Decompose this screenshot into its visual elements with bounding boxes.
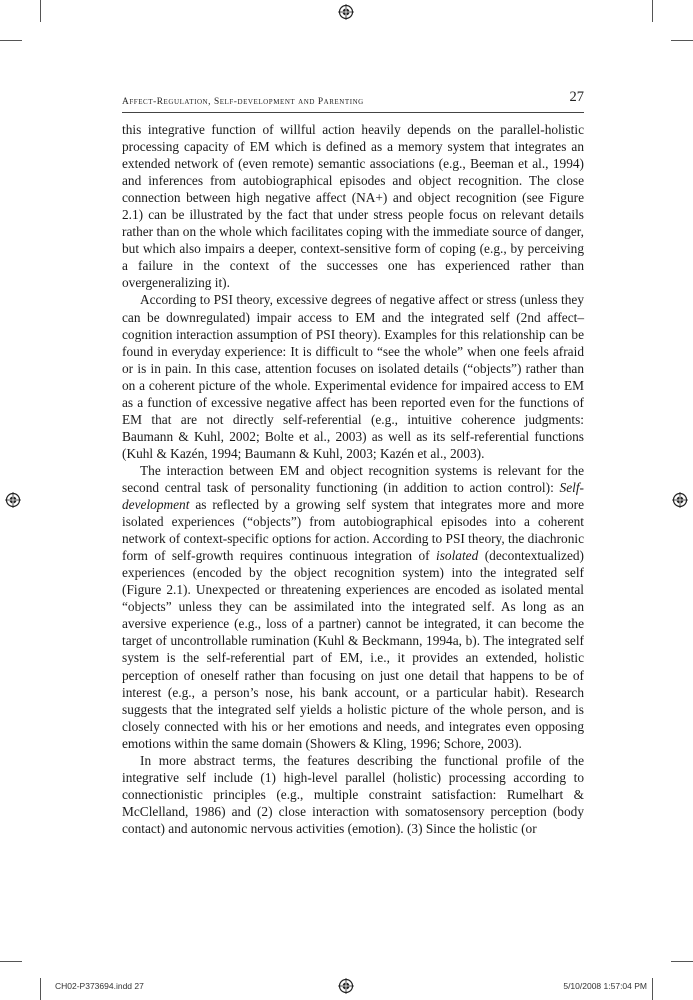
crop-mark [40, 978, 41, 1000]
crop-mark [40, 0, 41, 22]
text-run: The interaction between EM and object recognition systems is relevant for the second central task of personality functioning (in addition to action control): [122, 462, 584, 495]
running-head [122, 89, 584, 113]
crop-mark [0, 40, 22, 41]
text-run: In more abstract terms, the features describing the functional profile of the integrative self include (1) high-level parallel (holistic) processing according to connectionistic principles (e.g., multiple constraint satisfaction: Rumelhart & McClelland, 1986) and (2) close interaction with somatosensory perception (body contact) and autonomic nervous activities (emotion). (3) Since the holistic (or [122, 752, 584, 836]
slug-file-name: CH02-P373694.indd 27 [55, 981, 144, 991]
text-run: this integrative function of willful action heavily depends on the parallel-holistic processing capacity of EM which is defined as a memory system that integrates an extended network of (even remote) semantic associations (e.g., Beeman et al., 1994) and inferences from autobiographical episodes and object recognition. The close connection between high negative affect (NA+) and object recognition (see Figure 2.1) can be illustrated by the fact that under stress people focus on relevant details rather than on the whole which facilitates coping with the immediate source of danger, but which also impairs a deeper, context-sensitive form of coping (e.g., by perceiving a failure in the context of the successes one has experienced rather than overgeneralizing it). [122, 122, 584, 291]
paragraph [122, 752, 584, 837]
paragraph [122, 121, 584, 291]
page-number: 27 [569, 89, 584, 105]
paragraph [122, 462, 584, 752]
italic-text: isolated [436, 548, 479, 564]
crop-mark [652, 978, 653, 1000]
crop-mark [671, 961, 693, 962]
registration-mark-icon [338, 4, 354, 20]
crop-mark [0, 961, 22, 962]
crop-mark [652, 0, 653, 22]
running-head-title: Affect-Regulation, Self-development and Parenting [122, 97, 364, 107]
crop-mark [671, 40, 693, 41]
italic-text: Self-development [122, 479, 584, 513]
text-run: According to PSI theory, excessive degrees of negative affect or stress (unless they can be downregulated) impair access to EM and the integrated self (2nd affect–cognition interaction assumption of PSI theory). Examples for this relationship can be found in everyday experience: It is difficult to “see the whole” when one feels afraid or is in pain. In this case, attention focuses on isolated details (“objects”) rather than on a coherent picture of the whole. Experimental evidence for impaired access to EM as a function of excessive negative affect has been reported even for the functions of EM that are not directly self-referential (e.g., intuitive coherence judgments: Baumann & Kuhl, 2002; Bolte et al., 2003) as well as its self-referential functions (Kuhl & Kazén, 1994; Baumann & Kuhl, 2003; Kazén et al., 2003). [122, 292, 584, 461]
text-run: (decontextualized) experiences (encoded by the object recognition system) into the integrated self (Figure 2.1). Unexpected or threatening experiences are encoded as isolated mental “objects” unless they can be assimilated into the integrated self. As long as an aversive experience (e.g., loss of a partner) cannot be integrated, it can become the target of uncontrollable rumination (Kuhl & Beckmann, 1994a, b). The integrated self system is the self-referential part of EM, i.e., it provides an extended, holistic perception of oneself rather than focusing on just one detail that happens to be of interest (e.g., a person’s nose, his bank account, or a particular habit). Research suggests that the integrated self yields a holistic picture of the whole person, and is closely connected with his or her emotions and needs, and integrates even opposing emotions within the same domain (Showers & Kling, 1996; Schore, 2003). [122, 548, 584, 751]
body-text [122, 121, 584, 837]
paragraph [122, 291, 584, 461]
text-run: as reflected by a growing self system that integrates more and more isolated experiences (“objects”) from autobiographical episodes into a coherent network of context-specific options for action. According to PSI theory, the diachronic form of self-growth requires continuous integration of [122, 497, 584, 564]
registration-mark-icon [5, 492, 21, 508]
slug-timestamp: 5/10/2008 1:57:04 PM [563, 981, 647, 991]
registration-mark-icon [338, 978, 354, 994]
registration-mark-icon [672, 492, 688, 508]
